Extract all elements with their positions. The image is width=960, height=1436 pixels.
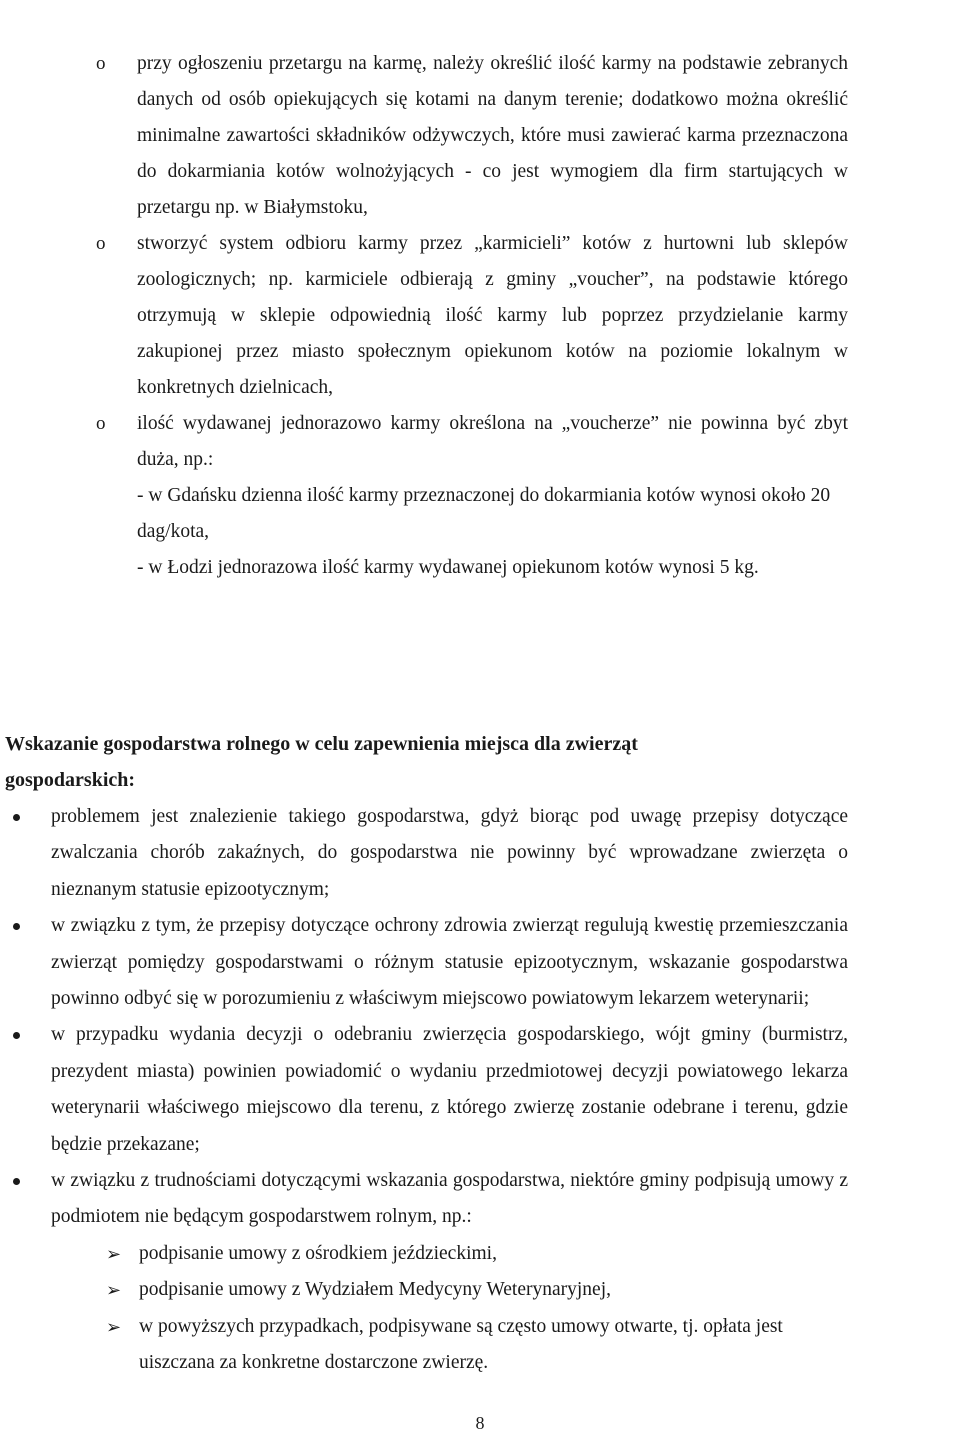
list-item-text: przy ogłoszeniu przetargu na karmę, należy określić ilość karmy na podstawie zebranych danych od osób opiekujących się kotami na danym terenie; dodatkowo można określić minimalne zawartości składników odżywczych, które musi zawierać karma przeznaczona do dokarmiania kotów wolnożyjących - co jest wymogiem dla firm startujących w przetargu np. w Białymstoku, <box>137 53 848 218</box>
list-marker: o <box>96 53 106 74</box>
list-item-text: stworzyć system odbioru karmy przez „karmicieli” kotów z hurtowni lub sklepów zoologicznych; np. karmiciele odbierają z gminy „voucher”, na podstawie którego otrzymują w sklepie odpowiednią ilość karmy lub poprzez przydzielanie karmy zakupionej przez miasto społecznym opiekunom kotów na poziomie lokalnym w konkretnych dzielnicach, <box>137 233 848 398</box>
o-marker-list <box>0 46 960 586</box>
example-lodz: - w Łodzi jednorazowa ilość karmy wydawanej opiekunom kotów wynosi 5 kg. <box>137 557 759 578</box>
list-item <box>0 1017 960 1163</box>
list-marker: o <box>96 413 106 434</box>
arrow-sublist <box>51 1236 848 1382</box>
arrow-icon: ➢ <box>106 1280 122 1301</box>
section-heading <box>5 726 845 798</box>
list-item <box>0 799 960 908</box>
list-item <box>0 1163 960 1381</box>
bullet-icon <box>13 1032 20 1039</box>
list-marker: o <box>96 233 106 254</box>
page-number: 8 <box>475 1413 485 1433</box>
arrow-item <box>51 1236 848 1272</box>
list-item-text: problemem jest znalezienie takiego gospodarstwa, gdyż biorąc pod uwagę przepisy dotyczące zwalczania chorób zakaźnych, do gospodarstwa nie powinny być wprowadzane zwierzęta o nieznanym statusie epizootycznym; <box>51 806 848 900</box>
arrow-item <box>51 1309 848 1382</box>
list-item-text: ilość wydawanej jednorazowo karmy określona na „voucherze” nie powinna być zbyt duża, np.: <box>137 413 848 470</box>
list-item <box>0 908 960 1017</box>
arrow-item-text: podpisanie umowy z ośrodkiem jeździeckimi, <box>139 1242 497 1264</box>
arrow-item <box>51 1272 848 1308</box>
list-item <box>0 406 960 586</box>
arrow-item-text: w powyższych przypadkach, podpisywane są często umowy otwarte, tj. opłata jest uiszczana za konkretne dostarczone zwierzę. <box>139 1315 783 1374</box>
bullet-list <box>0 799 960 1382</box>
bullet-icon <box>13 1178 20 1185</box>
list-item <box>0 46 960 226</box>
list-item-text: w związku z tym, że przepisy dotyczące ochrony zdrowia zwierząt regulują kwestię przemieszczania zwierząt pomiędzy gospodarstwami o różnym statusie epizootycznym, wskazanie gospodarstwa powinno odbyć się w porozumieniu z właściwym miejscowo powiatowym lekarzem weterynarii; <box>51 915 848 1010</box>
list-item-text: w związku z trudnościami dotyczącymi wskazania gospodarstwa, niektóre gminy podpisują umowy z podmiotem nie będącym gospodarstwem rolnym, np.: <box>51 1170 848 1228</box>
arrow-icon: ➢ <box>106 1316 122 1337</box>
arrow-icon: ➢ <box>106 1243 122 1264</box>
heading-line-1: Wskazanie gospodarstwa rolnego w celu zapewnienia miejsca dla zwierząt <box>5 733 638 755</box>
example-gdansk: - w Gdańsku dzienna ilość karmy przeznaczonej do dokarmiania kotów wynosi około 20 dag/kota, <box>137 485 831 542</box>
bullet-icon <box>13 814 20 821</box>
arrow-item-text: podpisanie umowy z Wydziałem Medycyny Weterynaryjnej, <box>139 1279 611 1301</box>
list-item <box>0 226 960 406</box>
heading-line-2: gospodarskich: <box>5 769 136 791</box>
list-item-text: w przypadku wydania decyzji o odebraniu zwierzęcia gospodarskiego, wójt gminy (burmistrz, prezydent miasta) powinien powiadomić o wydaniu przedmiotowej decyzji powiatowego lekarza weterynarii właściwego miejscowo dla terenu, z którego zwierzę zostanie odebrane i terenu, gdzie będzie przekazane; <box>51 1024 848 1155</box>
bullet-icon <box>13 923 20 930</box>
